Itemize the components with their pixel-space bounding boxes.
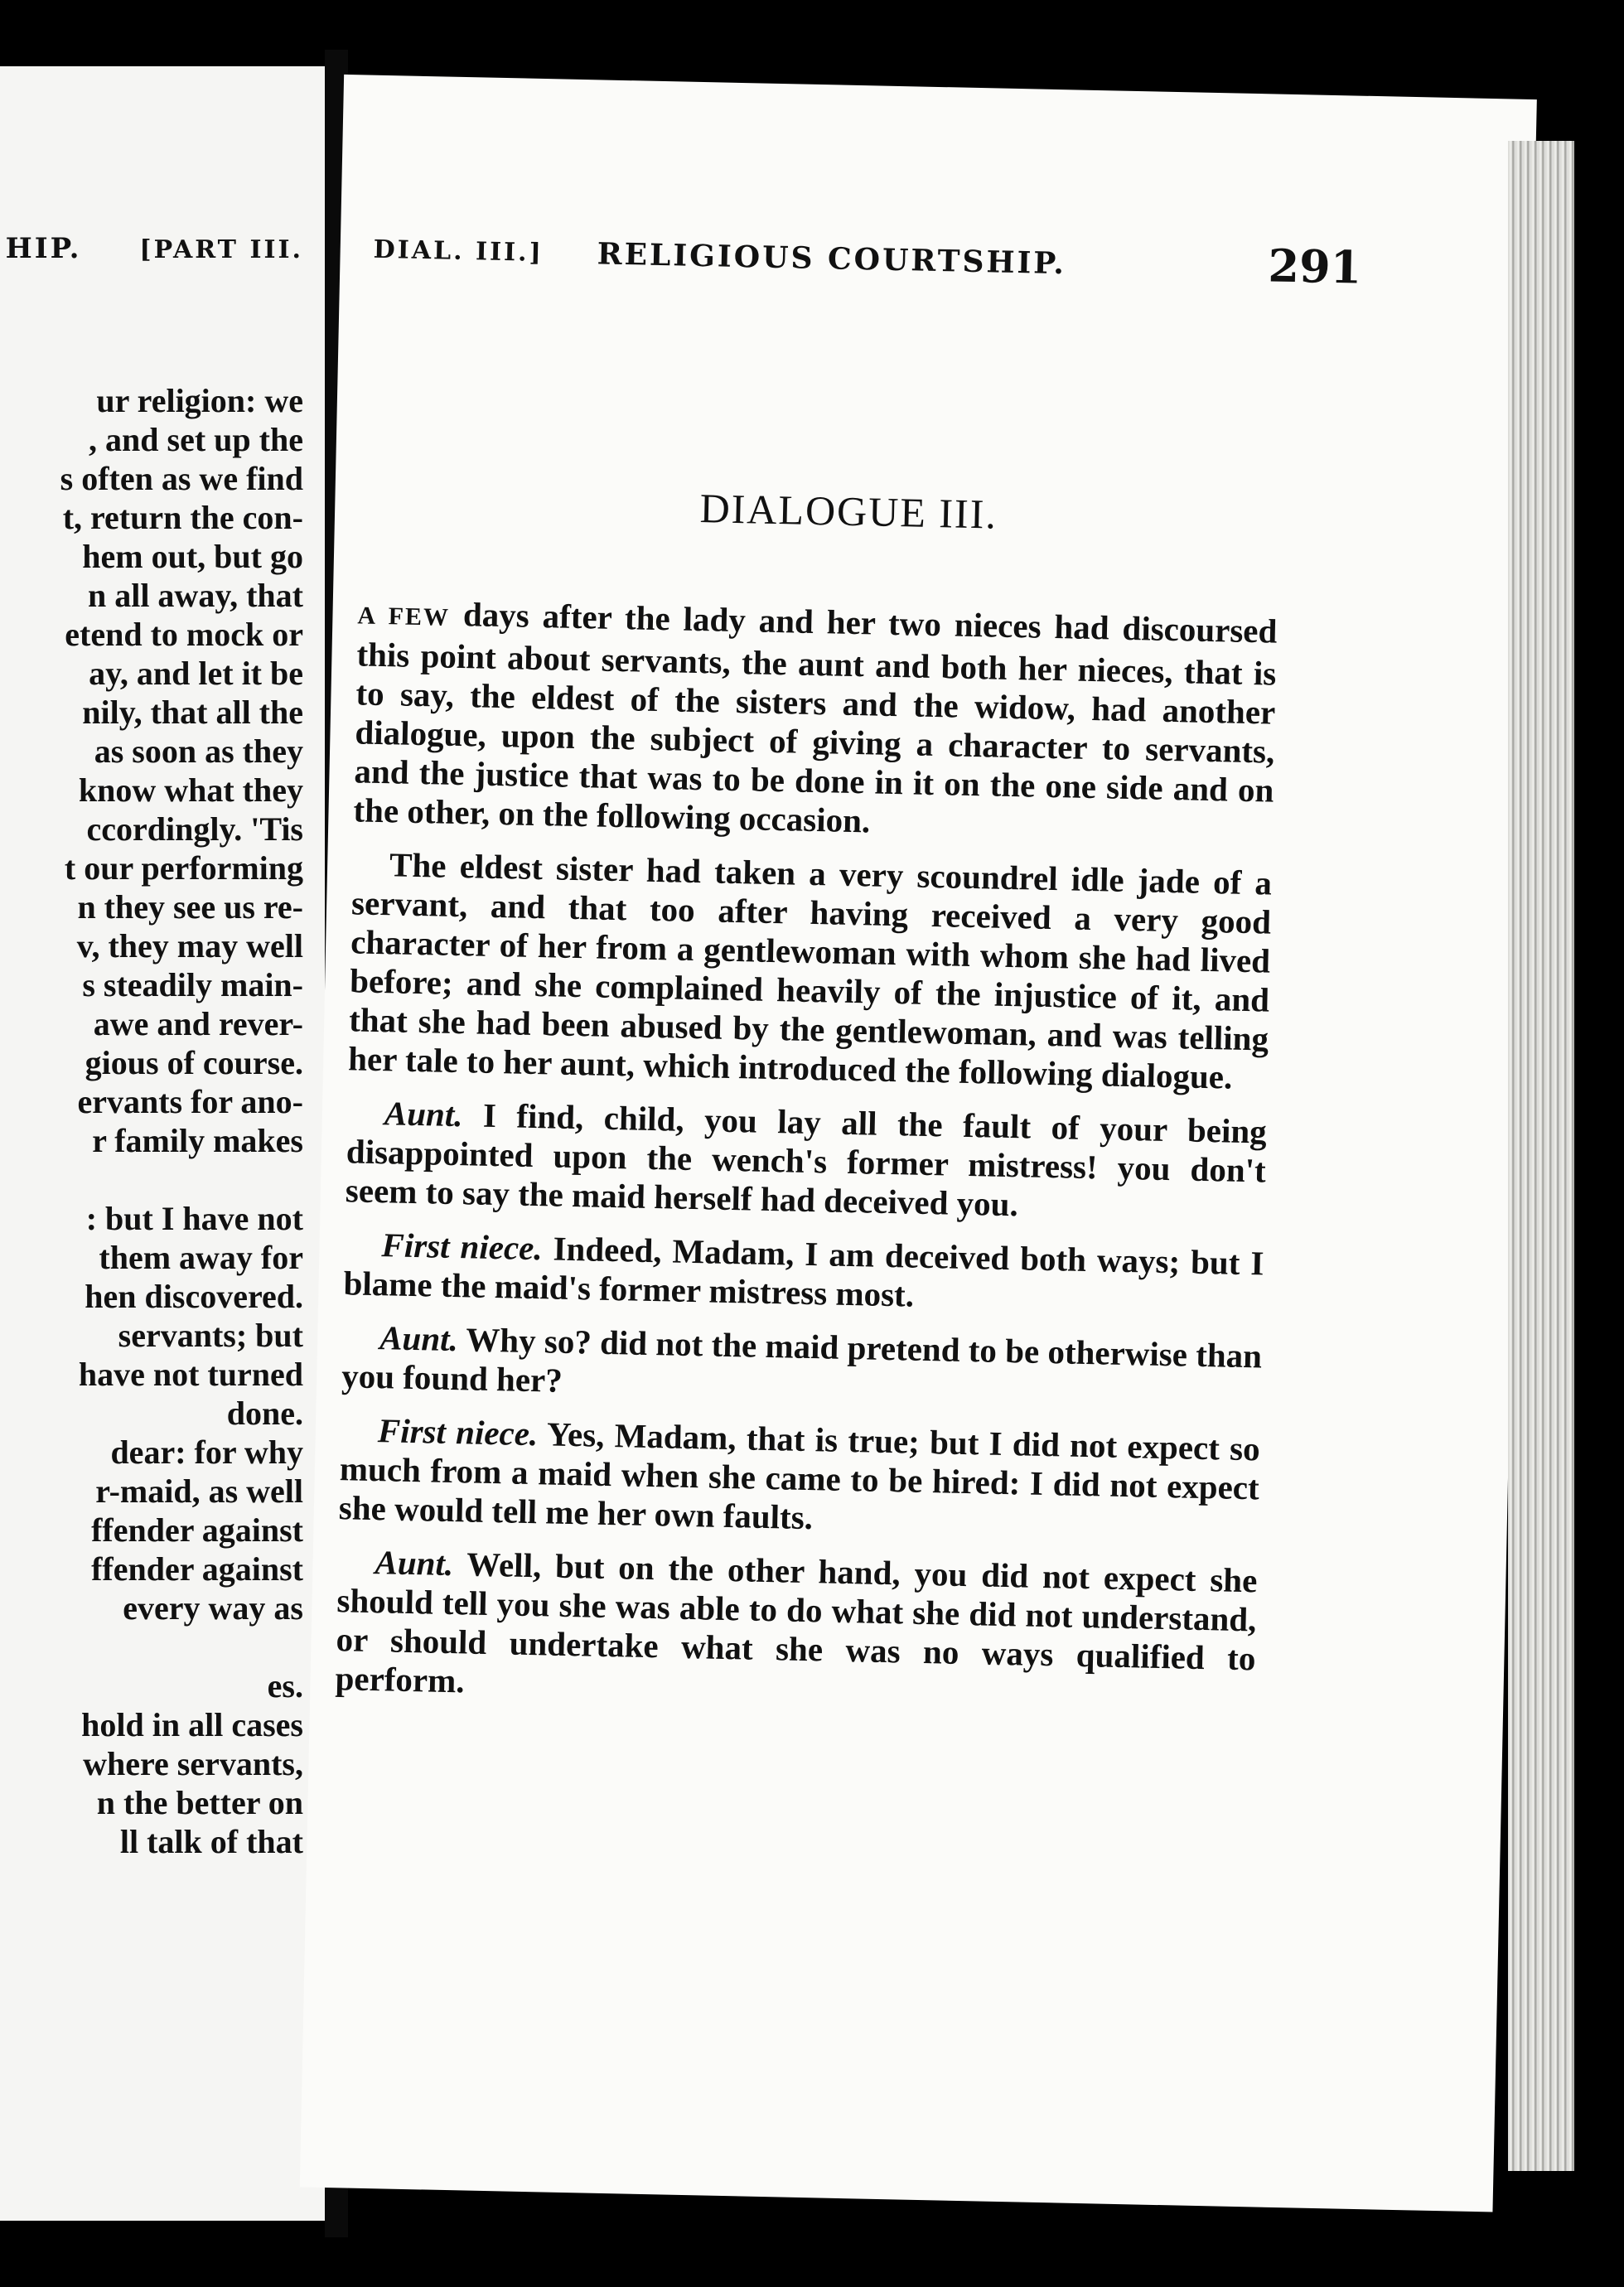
paragraph-text: Well, but on the other hand, you did not expect she should tell you she was able to do what she did not understand, or should undertake what she was no ways qualified to perform.: [335, 1545, 1258, 1700]
paragraph: [353, 592, 1278, 849]
text-line: n all away, that: [87, 577, 303, 614]
text-line: r family makes: [92, 1122, 303, 1159]
text-line: etend to mock or: [65, 616, 303, 653]
paragraph: [343, 1225, 1264, 1322]
paragraph-text: The eldest sister had taken a very scoundrel idle jade of a servant, and that too after having received a very good character of her from a gentlewoman with whom she had lived before; and she complained heavily of the injustice of it, and that she had been abused by the gentlewoman, and was telling her tale to her aunt, which introduced the following dialogue.: [347, 845, 1273, 1096]
paragraph: [345, 1093, 1267, 1229]
text-line: n they see us re-: [77, 888, 303, 926]
text-line: t our performing: [64, 849, 303, 887]
text-line: gious of course.: [85, 1044, 303, 1081]
text-line: dear: for why: [110, 1434, 303, 1471]
text-line: s steadily main-: [82, 966, 303, 1003]
text-line: ccordingly. 'Tis: [86, 810, 303, 848]
text-line: every way as: [123, 1589, 303, 1627]
paragraph: [338, 1410, 1260, 1546]
dialogue-body: [335, 592, 1278, 1717]
paragraph-text: Why so? did not the maid pretend to be otherwise than you found her?: [341, 1320, 1263, 1400]
page-edges: [1508, 141, 1574, 2171]
left-running-head-title: HIP.: [5, 232, 82, 265]
dialogue-heading: DIALOGUE III.: [699, 485, 998, 538]
speaker-name: First niece.: [381, 1226, 544, 1268]
text-line: ffender against: [91, 1511, 303, 1549]
text-line: : but I have not: [85, 1200, 303, 1237]
text-line: as soon as they: [94, 733, 303, 770]
paragraph: [335, 1542, 1258, 1717]
blank-line: [0, 1627, 303, 1666]
text-line: nily, that all the: [82, 694, 303, 731]
text-line: hem out, but go: [82, 538, 303, 575]
speaker-name: Aunt.: [379, 1318, 459, 1359]
text-line: awe and rever-: [93, 1005, 303, 1042]
right-page: [300, 75, 1537, 2212]
text-line: , and set up the: [89, 421, 303, 458]
text-line: r-maid, as well: [95, 1472, 303, 1510]
page-number: 291: [1267, 239, 1362, 294]
text-line: servants; but: [118, 1317, 303, 1354]
text-line: ervants for ano-: [77, 1083, 303, 1120]
paragraph: [341, 1318, 1263, 1414]
text-line: them away for: [99, 1239, 303, 1276]
text-line: s often as we find: [60, 460, 303, 497]
text-line: hen discovered.: [85, 1278, 303, 1315]
paragraph-text: days after the lady and her two nieces had discoursed this point about servants, the aunt and both her nieces, that is to say, the eldest of the sisters and the widow, had another dialogue, upon the subject of giving a character to servants, and the justice that was to be done in it on the one side and on the other, on the following occasion.: [353, 594, 1278, 840]
text-line: done.: [226, 1395, 303, 1432]
text-line: where servants,: [83, 1745, 303, 1782]
speaker-name: First niece.: [377, 1411, 539, 1453]
text-line: hold in all cases: [81, 1706, 303, 1743]
right-running-head: [373, 220, 1362, 298]
left-running-head: [6, 232, 303, 265]
text-line: know what they: [78, 771, 303, 809]
running-head-title: RELIGIOUS COURTSHIP.: [597, 236, 1067, 282]
paragraph-text: Indeed, Madam, I am deceived both ways; but I blame the maid's former mistress most.: [343, 1229, 1264, 1314]
text-line: ay, and let it be: [89, 655, 303, 692]
speaker-name: Aunt.: [375, 1543, 454, 1583]
text-line: ur religion: we: [96, 382, 303, 419]
left-page: [0, 66, 325, 2221]
paragraph-smallcaps-opening: A FEW: [357, 602, 451, 631]
blank-line: [0, 1160, 303, 1199]
text-line: n the better on: [96, 1784, 303, 1821]
paragraph-text: I find, child, you lay all the fault of your being disappointed upon the wench's former mistress! you don't seem to say the maid herself had deceived you.: [345, 1095, 1268, 1224]
text-line: v, they may well: [76, 927, 303, 965]
left-running-head-part: [PART III.: [139, 235, 303, 264]
text-line: have not turned: [78, 1356, 303, 1393]
speaker-name: Aunt.: [384, 1094, 463, 1134]
text-line: t, return the con-: [62, 499, 303, 536]
text-line: es.: [267, 1667, 303, 1704]
paragraph-text: Yes, Madam, that is true; but I did not expect so much from a maid when she came to be hired: I did not expect she would tell me her own faults.: [338, 1414, 1261, 1537]
left-page-text: [0, 381, 303, 1861]
text-line: ll talk of that: [119, 1823, 303, 1860]
running-head-dialogue-number: DIAL. III.]: [373, 235, 544, 268]
paragraph: [348, 844, 1273, 1097]
text-line: ffender against: [91, 1550, 303, 1588]
